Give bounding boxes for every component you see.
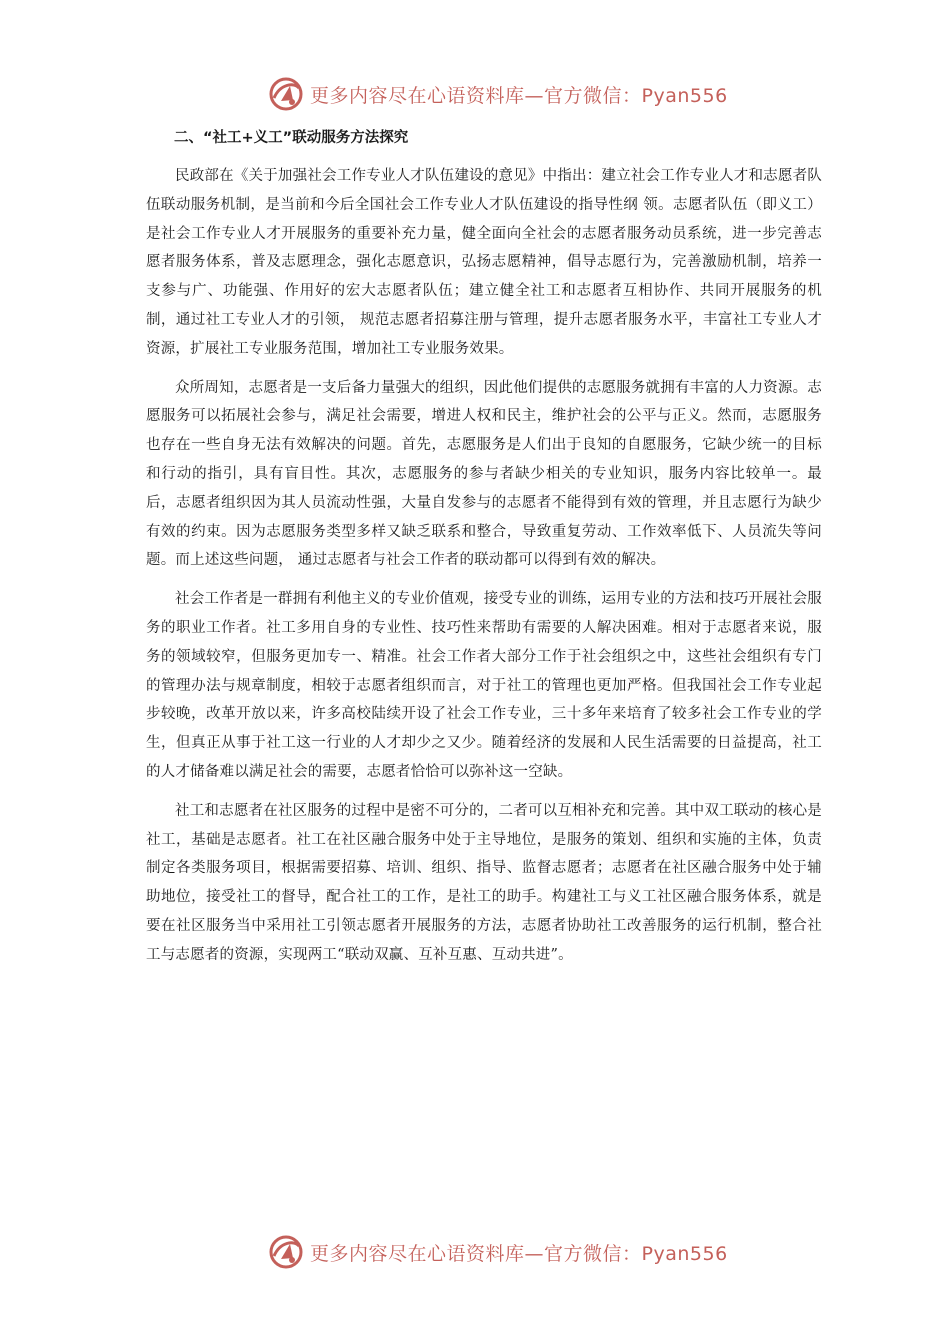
paragraph-1: 民政部在《关于加强社会工作专业人才队伍建设的意见》中指出：建立社会工作专业人才和志愿者队伍联动服务机制，是当前和今后全国社会工作专业人才队伍建设的指导性纲 领。志愿者队伍（即义工）是社会工作专业人才开展服务的重要补充力量，健全面向全社会的志愿者服务动员系统，进一步完善志愿者服务体系，普及志愿理念，强化志愿意识，弘扬志愿精神，倡导志愿行为，完善激励机制，培养一支参与广、功能强、作用好的宏大志愿者队伍；建立健全社工和志愿者互相协作、共同开展服务的机制，通过社工专业人才的引领， 规范志愿者招募注册与管理，提升志愿者服务水平，丰富社工专业人才资源，扩展社工专业服务范围，增加社工专业服务效果。 [146,168,822,357]
document-body [146,126,822,980]
footer-banner [268,1232,728,1272]
logo-icon [268,76,304,112]
header-banner [268,74,728,114]
section-heading: 二、“社工+义工”联动服务方法探究 [174,130,409,146]
paragraph-3: 社会工作者是一群拥有利他主义的专业价值观，接受专业的训练，运用专业的方法和技巧开展社会服务的职业工作者。社工多用自身的专业性、技巧性来帮助有需要的人解决困难。相对于志愿者来说，服务的领域较窄，但服务更加专一、精准。社会工作者大部分工作于社会组织之中，这些社会组织有专门的管理办法与规章制度，相较于志愿者组织而言，对于社工的管理也更加严格。但我国社会工作专业起步较晚，改革开放以来，许多高校陆续开设了社会工作专业，三十多年来培育了较多社会工作专业的学生，但真正从事于社工这一行业的人才却少之又少。随着经济的发展和人民生活需要的日益提高，社工的人才储备难以满足社会的需要，志愿者恰恰可以弥补这一空缺。 [146,591,822,780]
paragraph-4: 社工和志愿者在社区服务的过程中是密不可分的，二者可以互相补充和完善。其中双工联动的核心是社工，基础是志愿者。社工在社区融合服务中处于主导地位，是服务的策划、组织和实施的主体，负责制定各类服务项目，根据需要招募、培训、组织、指导、监督志愿者；志愿者在社区融合服务中处于辅助地位，接受社工的督导，配合社工的工作，是社工的助手。构建社工与义工社区融合服务体系，就是要在社区服务当中采用社工引领志愿者开展服务的方法，志愿者协助社工改善服务的运行机制，整合社工与志愿者的资源，实现两工“联动双赢、互补互惠、互动共进”。 [146,802,822,963]
logo-icon [268,1234,304,1270]
banner-text: 更多内容尽在心语资料库—官方微信：Pyan556 [310,84,728,107]
banner-text: 更多内容尽在心语资料库—官方微信：Pyan556 [310,1242,728,1265]
paragraph-2: 众所周知，志愿者是一支后备力量强大的组织，因此他们提供的志愿服务就拥有丰富的人力资源。志愿服务可以拓展社会参与，满足社会需要，增进人权和民主，维护社会的公平与正义。然而，志愿服务也存在一些自身无法有效解决的问题。首先，志愿服务是人们出于良知的自愿服务，它缺少统一的目标和行动的指引，具有盲目性。其次，志愿服务的参与者缺少相关的专业知识，服务内容比较单一。最后，志愿者组织因为其人员流动性强，大量自发参与的志愿者不能得到有效的管理，并且志愿行为缺少有效的约束。因为志愿服务类型多样又缺乏联系和整合，导致重复劳动、工作效率低下、人员流失等问题。而上述这些问题， 通过志愿者与社会工作者的联动都可以得到有效的解决。 [146,379,822,569]
